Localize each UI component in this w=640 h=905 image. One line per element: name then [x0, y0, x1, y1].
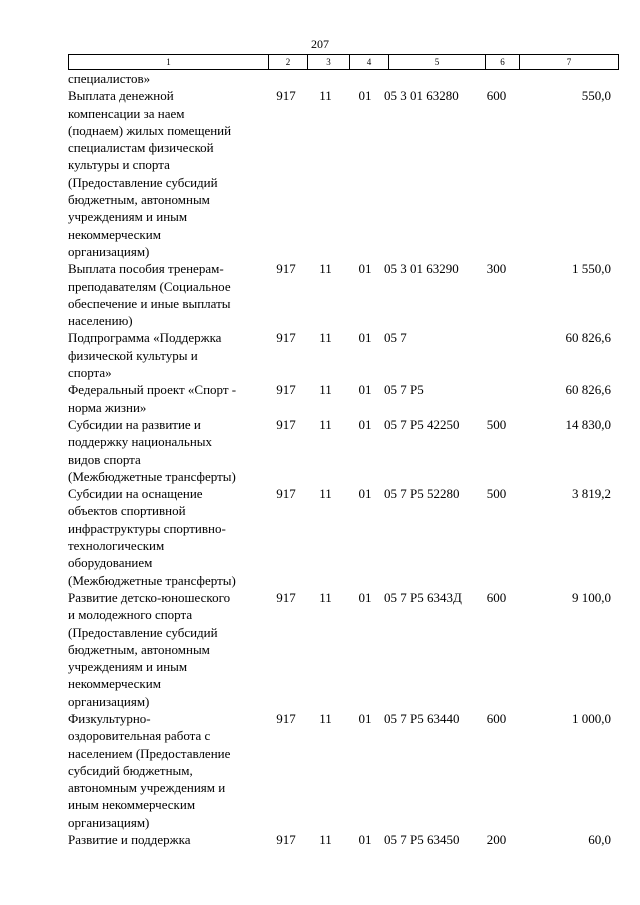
row-name-line: организациям)	[68, 243, 150, 259]
row-article: 05 7 P5 63440	[384, 710, 460, 726]
row-subsection: 01	[358, 486, 372, 502]
row-name	[68, 381, 267, 416]
row-name-line: преподавателям (Социальное	[68, 278, 231, 294]
row-name-line: Субсидии на оснащение	[68, 486, 203, 502]
row-name	[68, 260, 267, 329]
row-name-line: населению)	[68, 313, 133, 329]
row-article: 05 7 P5	[384, 382, 424, 398]
table-row	[68, 710, 611, 831]
row-name	[68, 70, 267, 87]
row-name-line: (Межбюджетные трансферты)	[68, 572, 236, 588]
row-code: 917	[276, 416, 296, 432]
table-row	[68, 329, 611, 381]
row-name-line: физической культуры и	[68, 347, 198, 363]
row-section: 11	[319, 382, 332, 398]
row-name-line: некоммерческим	[68, 676, 161, 692]
row-expense-type: 200	[486, 832, 507, 848]
row-name-line: (Предоставление субсидий	[68, 624, 218, 640]
row-name-line: Физкультурно-	[68, 710, 151, 726]
row-article: 05 3 01 63280	[384, 88, 459, 104]
row-name	[68, 831, 267, 848]
row-sum: 9 100,0	[572, 589, 611, 605]
budget-table-body	[68, 70, 611, 848]
row-name-line: Развитие детско-юношеского	[68, 589, 231, 605]
row-article: 05 7 P5 52280	[384, 486, 460, 502]
row-expense-type: 600	[486, 710, 507, 726]
column-header-1: 1	[69, 55, 269, 70]
row-name-line: населением (Предоставление	[68, 745, 231, 761]
row-name-line: Подпрограмма «Поддержка	[68, 330, 222, 346]
row-code: 917	[276, 88, 296, 104]
row-subsection: 01	[358, 416, 372, 432]
row-article: 05 7 P5 63450	[384, 832, 460, 848]
row-name-line: субсидий бюджетным,	[68, 762, 193, 778]
row-article: 05 7	[384, 330, 407, 346]
table-row	[68, 831, 611, 848]
row-name-line: некоммерческим	[68, 226, 161, 242]
table-row	[68, 589, 611, 710]
row-name-line: оборудованием	[68, 555, 153, 571]
row-name-line: учреждениям и иным	[68, 209, 188, 225]
row-subsection: 01	[358, 832, 372, 848]
table-row	[68, 70, 611, 87]
row-subsection: 01	[358, 261, 372, 277]
row-name-line: специалистов»	[68, 71, 151, 86]
row-name	[68, 485, 267, 589]
row-section: 11	[319, 88, 332, 104]
row-name-line: специалистам физической	[68, 140, 214, 156]
row-name-line: спорта»	[68, 365, 112, 381]
row-sum: 1 000,0	[572, 710, 611, 726]
column-header-table	[68, 54, 619, 70]
table-row	[68, 485, 611, 589]
row-name-line: организациям)	[68, 693, 150, 709]
row-sum: 3 819,2	[572, 486, 611, 502]
row-section: 11	[319, 261, 332, 277]
row-name-line: и молодежного спорта	[68, 607, 193, 623]
row-sum: 60,0	[588, 832, 611, 848]
row-name-line: Федеральный проект «Спорт -	[68, 382, 237, 398]
row-name	[68, 329, 267, 381]
row-name-line: поддержку национальных	[68, 434, 213, 450]
table-row	[68, 260, 611, 329]
table-row	[68, 87, 611, 260]
row-expense-type: 600	[486, 88, 507, 104]
row-name-line: Выплата денежной	[68, 88, 174, 104]
row-name-line: Выплата пособия тренерам-	[68, 261, 224, 277]
row-section: 11	[319, 832, 332, 848]
row-expense-type: 300	[486, 261, 507, 277]
row-sum: 550,0	[581, 88, 611, 104]
column-header-6: 6	[486, 55, 520, 70]
table-row	[68, 381, 611, 416]
row-subsection: 01	[358, 710, 372, 726]
row-sum: 60 826,6	[565, 330, 611, 346]
row-name	[68, 710, 267, 831]
column-header-5: 5	[389, 55, 486, 70]
table-row	[68, 416, 611, 485]
row-name	[68, 589, 267, 710]
row-name-line: Развитие и поддержка	[68, 832, 191, 848]
row-sum: 14 830,0	[565, 416, 611, 432]
row-name-line: (поднаем) жилых помещений	[68, 122, 232, 138]
row-name-line: компенсации за наем	[68, 105, 185, 121]
row-subsection: 01	[358, 88, 372, 104]
row-code: 917	[276, 382, 296, 398]
row-name-line: технологическим	[68, 538, 165, 554]
column-header-7: 7	[520, 55, 619, 70]
column-header-3: 3	[308, 55, 350, 70]
row-name-line: Субсидии на развитие и	[68, 416, 201, 432]
row-code: 917	[276, 261, 296, 277]
row-article: 05 3 01 63290	[384, 261, 459, 277]
row-name-line: оздоровительная работа с	[68, 728, 211, 744]
column-header-2: 2	[269, 55, 308, 70]
row-name-line: (Межбюджетные трансферты)	[68, 468, 236, 484]
row-article: 05 7 P5 42250	[384, 416, 460, 432]
column-header-row	[69, 55, 619, 70]
row-code: 917	[276, 589, 296, 605]
row-name	[68, 87, 267, 260]
row-name-line: учреждениям и иным	[68, 659, 188, 675]
row-article: 05 7 P5 6343Д	[384, 589, 462, 605]
row-code: 917	[276, 832, 296, 848]
row-name-line: бюджетным, автономным	[68, 192, 210, 208]
row-subsection: 01	[358, 589, 372, 605]
row-subsection: 01	[358, 382, 372, 398]
row-name-line: организациям)	[68, 814, 150, 830]
row-name-line: видов спорта	[68, 451, 141, 467]
row-expense-type: 500	[486, 486, 507, 502]
row-section: 11	[319, 416, 332, 432]
row-sum: 60 826,6	[565, 382, 611, 398]
row-section: 11	[319, 486, 332, 502]
row-name-line: обеспечение и иные выплаты	[68, 295, 231, 311]
row-expense-type: 500	[486, 416, 507, 432]
row-sum: 1 550,0	[572, 261, 611, 277]
row-name-line: иным некоммерческим	[68, 797, 196, 813]
row-section: 11	[319, 589, 332, 605]
row-expense-type: 600	[486, 589, 507, 605]
column-header-4: 4	[350, 55, 389, 70]
row-name	[68, 416, 267, 485]
row-section: 11	[319, 330, 332, 346]
row-section: 11	[319, 710, 332, 726]
row-name-line: объектов спортивной	[68, 503, 186, 519]
row-code: 917	[276, 330, 296, 346]
row-name-line: бюджетным, автономным	[68, 641, 210, 657]
row-name-line: автономным учреждениям и	[68, 780, 226, 796]
row-code: 917	[276, 486, 296, 502]
row-code: 917	[276, 710, 296, 726]
row-subsection: 01	[358, 330, 372, 346]
row-name-line: норма жизни»	[68, 399, 147, 415]
row-name-line: (Предоставление субсидий	[68, 174, 218, 190]
row-name-line: инфраструктуры спортивно-	[68, 520, 226, 536]
page-number: 207	[311, 37, 329, 51]
row-name-line: культуры и спорта	[68, 157, 170, 173]
